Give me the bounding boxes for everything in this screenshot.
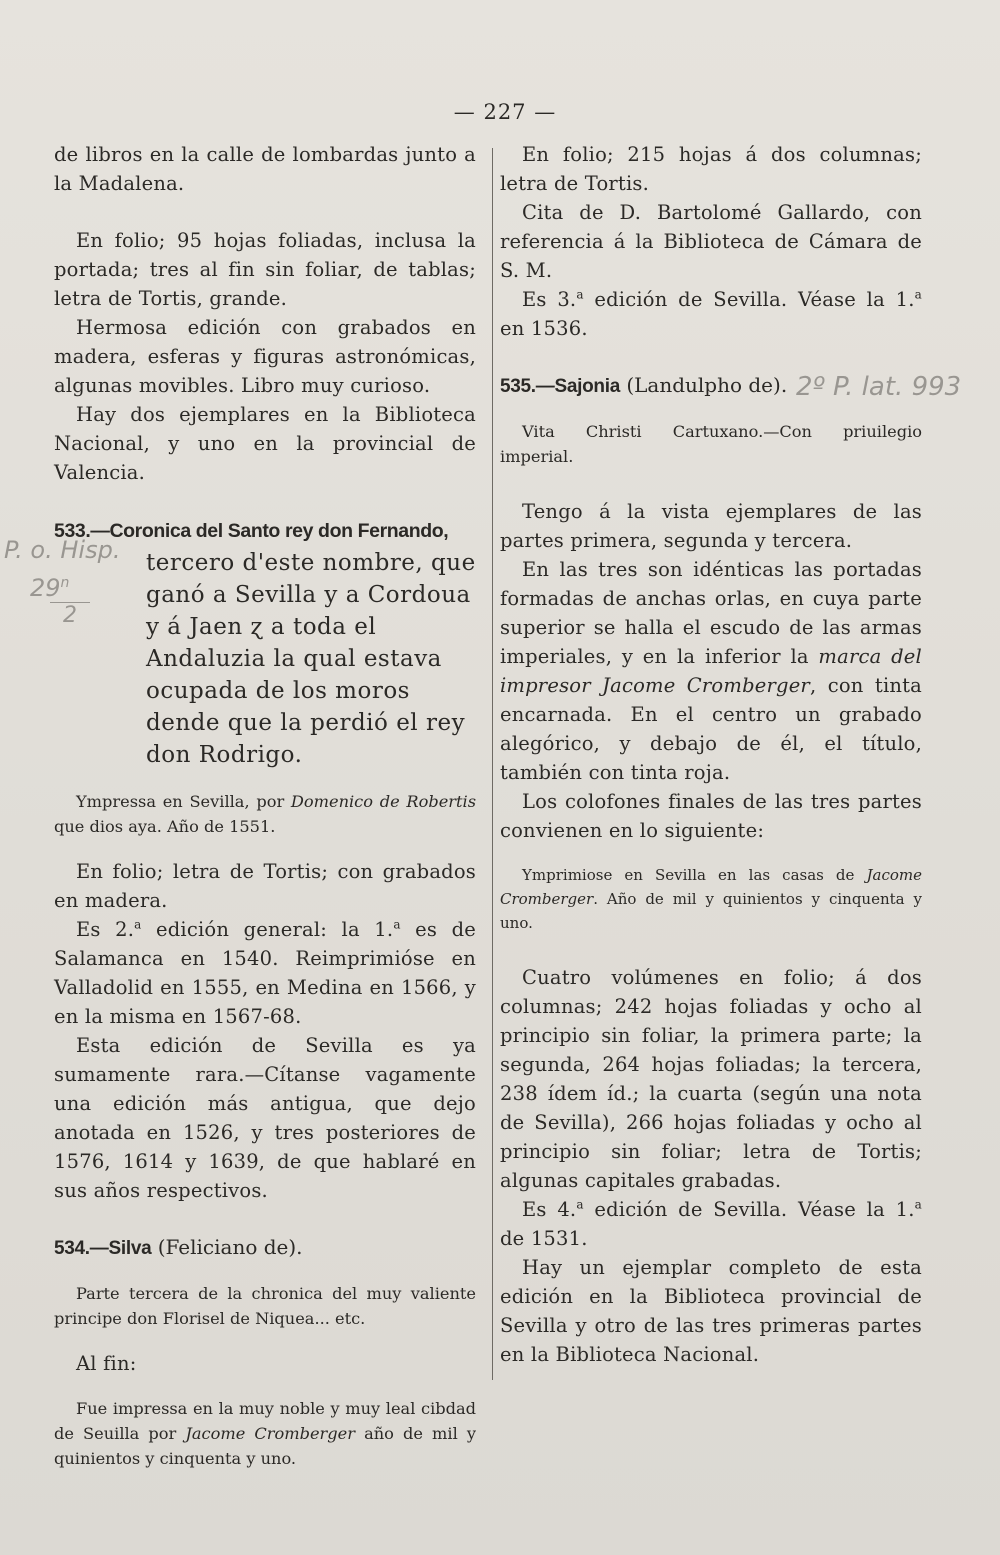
right-column xyxy=(500,140,922,1369)
entry-533-heading xyxy=(54,515,476,547)
text: , con tinta encarnada. En el centro un grabado alegórico, y debajo de él, el título, también con tinta roja. xyxy=(500,674,922,784)
entry-534-title: Parte tercera de la chronica del muy valiente principe don Florisel de Niquea... etc. xyxy=(54,1284,476,1328)
entry-534-author: Silva xyxy=(108,1238,152,1259)
entry-535-heading xyxy=(500,371,922,401)
superscript: a xyxy=(576,287,584,302)
entry-535-author-rest: (Landulpho de). xyxy=(619,373,788,397)
text: En las tres son idénticas las portadas formadas de anchas orlas, en cuya parte superior se halla el escudo de las armas imperiales, y en la inferior la xyxy=(500,558,922,668)
entry-535-number: 535.— xyxy=(500,376,555,397)
entry-533-title-first: Coronica del Santo rey don Fernando, xyxy=(109,520,449,542)
paragraph: En folio; 215 hojas á dos columnas; letra de Tortis. xyxy=(500,143,922,195)
superscript: a xyxy=(393,917,401,932)
margin-note-right: 2º P. lat. 993 xyxy=(796,372,962,402)
superscript: a xyxy=(914,1197,922,1212)
printer-name: Jacome Cromberger xyxy=(185,1424,355,1443)
paragraph xyxy=(500,1195,922,1253)
entry-535-title: Vita Christi Cartuxano.—Con priuilegio imperial. xyxy=(500,422,922,466)
paragraph: Cita de D. Bartolomé Gallardo, con referencia á la Biblioteca de Cámara de S. M. xyxy=(500,201,922,282)
entry-533-number: 533.— xyxy=(54,520,110,542)
text: edición general: la 1. xyxy=(141,918,394,941)
entry-533-imprint xyxy=(54,789,476,839)
paragraph: Cuatro volúmenes en folio; á dos columnas; 242 hojas foliadas y ocho al principio sin foliar, la primera parte; la segunda, 264 hojas foliadas; la tercera, 238 ídem íd.; la cuarta (según una nota de Sevilla), 266 hojas foliadas y ocho al principio sin foliar; letra de Tortis; algunas capitales grabadas. xyxy=(500,966,922,1192)
entry-534-colophon xyxy=(54,1396,476,1471)
imprint-text: que dios aya. Año de 1551. xyxy=(54,817,276,836)
paragraph: Esta edición de Sevilla es ya sumamente rara.—Cítanse vagamente una edición más antigua, que dejo anotada en 1526, y tres posteriores de 1576, 1614 y 1639, de que hablaré en sus años respectivos. xyxy=(54,1034,476,1202)
page-number: — 227 — xyxy=(453,100,557,124)
colophon-text: Ymprimiose en Sevilla en las casas de xyxy=(522,866,867,884)
entry-534-author-rest: (Feliciano de). xyxy=(151,1235,303,1259)
paragraph: de libros en la calle de lombardas junto a la Madalena. xyxy=(54,143,476,195)
left-column xyxy=(54,140,476,1471)
margin-note-left-2-sup: n xyxy=(60,575,70,591)
entry-535-colophon xyxy=(500,863,922,935)
printer-mark: marca del impresor Jacome Cromberger xyxy=(500,645,922,697)
paragraph xyxy=(54,915,476,1031)
paragraph: Hay dos ejemplares en la Biblioteca Nacional, y uno en la provincial de Valencia. xyxy=(54,403,476,484)
text: Es 4. xyxy=(522,1198,577,1221)
paragraph: En folio; 95 hojas foliadas, inclusa la portada; tres al fin sin foliar, de tablas; letra de Tortis, grande. xyxy=(54,229,476,310)
text: Es 2. xyxy=(76,918,135,941)
entry-534-heading xyxy=(54,1233,476,1263)
margin-note-left-1: P. o. Hisp. xyxy=(4,536,121,564)
imprint-text: Ympressa en Sevilla, por xyxy=(76,792,291,811)
superscript: a xyxy=(914,287,922,302)
paragraph xyxy=(500,555,922,787)
text: Es 3. xyxy=(522,288,577,311)
superscript: a xyxy=(576,1197,584,1212)
entry-534-number: 534.— xyxy=(54,1238,109,1259)
al-fin-label: Al fin: xyxy=(76,1352,137,1375)
colophon-text: año de mil y quinientos y cinquenta y uno. xyxy=(54,1424,476,1468)
text: de 1531. xyxy=(500,1227,588,1250)
text: edición de Sevilla. Véase la 1. xyxy=(583,1198,915,1221)
margin-note-left-3-text: 2 xyxy=(63,603,77,628)
paragraph: Hay un ejemplar completo de esta edición en la Biblioteca provincial de Sevilla y otro de las tres primeras partes en la Biblioteca Nacional. xyxy=(500,1256,922,1366)
paragraph xyxy=(500,285,922,343)
printer-name: Jacome Cromberger xyxy=(500,866,922,908)
paragraph: Tengo á la vista ejemplares de las partes primera, segunda y tercera. xyxy=(500,500,922,552)
colophon-text: Fue impressa en la muy noble y muy leal cibdad de Seuilla por xyxy=(54,1399,476,1443)
entry-535-author: Sajonia xyxy=(554,376,620,397)
text: es de Salamanca en 1540. Reimprimióse en Valladolid en 1555, en Medina en 1566, y en la misma en 1567-68. xyxy=(54,918,477,1028)
colophon-text: . Año de mil y quinientos y cinquenta y uno. xyxy=(500,890,922,932)
text: en 1536. xyxy=(500,317,588,340)
printer-name: Domenico de Robertis xyxy=(290,792,477,811)
superscript: a xyxy=(134,917,142,932)
entry-533-title-rest: tercero d'este nombre, que ganó a Sevilla y a Cordoua y á Jaen ɀ a toda el Andaluzia la qual estava ocupada de los moros dende que la perdió el rey don Rodrigo. xyxy=(146,550,476,768)
paragraph: Hermosa edición con grabados en madera, esferas y figuras astronómicas, algunas movibles. Libro muy curioso. xyxy=(54,316,476,397)
paragraph: En folio; letra de Tortis; con grabados en madera. xyxy=(54,860,476,912)
paragraph: Los colofones finales de las tres partes convienen en lo siguiente: xyxy=(500,790,922,842)
text: edición de Sevilla. Véase la 1. xyxy=(583,288,915,311)
column-divider xyxy=(492,148,493,1380)
margin-note-left-2-main: 29 xyxy=(30,574,61,602)
